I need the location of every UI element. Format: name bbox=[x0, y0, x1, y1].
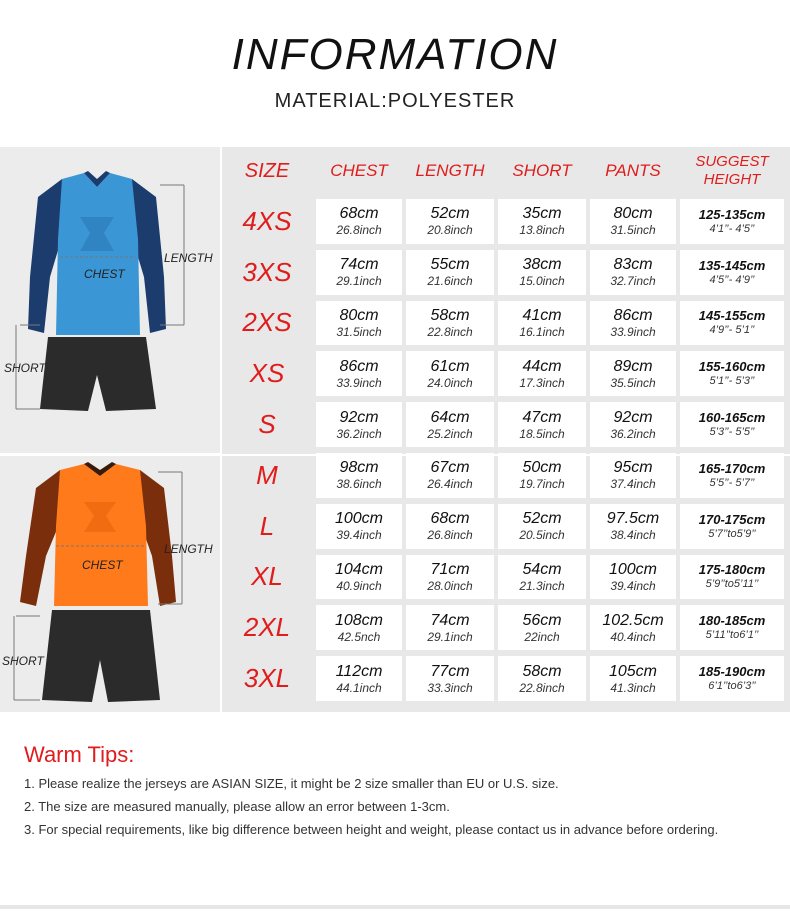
short-cell bbox=[498, 504, 586, 549]
pants-cm: 102.5cm bbox=[602, 611, 664, 629]
chest-label: CHEST bbox=[82, 558, 123, 572]
size-label: L bbox=[259, 510, 275, 541]
height-cell bbox=[680, 402, 784, 447]
size-cell bbox=[222, 656, 312, 701]
pants-inch: 41.3inch bbox=[610, 680, 656, 695]
length-label: LENGTH bbox=[164, 251, 213, 265]
tip-item-2: 2. The size are measured manually, please allow an error between 1-3cm. bbox=[24, 799, 450, 814]
short-cm: 38cm bbox=[522, 256, 562, 274]
size-label: 2XS bbox=[242, 307, 292, 338]
header-length bbox=[406, 147, 494, 195]
height-ft: 5’9’’to5’11’’ bbox=[705, 578, 759, 591]
page-title: INFORMATION bbox=[231, 30, 559, 79]
header-short-label: SHORT bbox=[512, 161, 572, 180]
orange-jersey-illustration bbox=[0, 456, 220, 712]
pants-cell bbox=[590, 250, 676, 295]
pants-inch: 32.7inch bbox=[610, 274, 656, 289]
length-cell bbox=[406, 453, 494, 498]
pants-cell bbox=[590, 301, 676, 346]
length-inch: 26.4inch bbox=[427, 477, 473, 492]
size-cell bbox=[222, 250, 312, 295]
short-cm: 52cm bbox=[522, 510, 562, 528]
chest-cm: 68cm bbox=[339, 205, 379, 223]
length-label: LENGTH bbox=[164, 542, 213, 556]
size-cell bbox=[222, 351, 312, 396]
height-cm: 165-170cm bbox=[698, 460, 766, 476]
height-cell bbox=[680, 199, 784, 244]
length-cm: 67cm bbox=[430, 459, 470, 477]
pants-cm: 105cm bbox=[608, 662, 658, 680]
short-inch: 17.3inch bbox=[519, 375, 565, 390]
length-inch: 20.8inch bbox=[427, 223, 473, 238]
chest-inch: 44.1inch bbox=[336, 680, 382, 695]
height-cell bbox=[680, 656, 784, 701]
chest-cell bbox=[316, 301, 402, 346]
length-cm: 58cm bbox=[430, 306, 470, 324]
pants-inch: 36.2inch bbox=[610, 426, 656, 441]
header-chest bbox=[316, 147, 402, 195]
chest-inch: 33.9inch bbox=[336, 375, 382, 390]
length-inch: 33.3inch bbox=[427, 680, 473, 695]
material-subtitle: MATERIAL:POLYESTER bbox=[274, 90, 516, 112]
chest-inch: 36.2inch bbox=[336, 426, 382, 441]
pants-cm: 89cm bbox=[613, 357, 653, 375]
chest-inch: 38.6inch bbox=[336, 477, 382, 492]
orange-kit-panel bbox=[0, 456, 220, 712]
height-ft: 5’7’’to5’9’’ bbox=[708, 527, 756, 540]
height-ft: 5’11’’to6’1’’ bbox=[705, 629, 759, 642]
short-inch: 21.3inch bbox=[519, 578, 565, 593]
pants-cell bbox=[590, 555, 676, 600]
size-table bbox=[222, 147, 790, 712]
height-cm: 170-175cm bbox=[698, 511, 766, 527]
size-cell bbox=[222, 605, 312, 650]
blue-jersey-illustration bbox=[0, 147, 220, 453]
tip-item-3: 3. For special requirements, like big difference between height and weight, please contact us in advance before ordering. bbox=[24, 822, 719, 837]
length-cell bbox=[406, 301, 494, 346]
length-cell bbox=[406, 504, 494, 549]
pants-inch: 33.9inch bbox=[610, 324, 656, 339]
height-cell bbox=[680, 453, 784, 498]
size-cell bbox=[222, 504, 312, 549]
short-label: SHORT bbox=[4, 361, 46, 375]
size-cell bbox=[222, 402, 312, 447]
pants-inch: 39.4inch bbox=[610, 578, 656, 593]
length-inch: 22.8inch bbox=[427, 324, 473, 339]
tip-item-1: 1. Please realize the jerseys are ASIAN SIZE, it might be 2 size smaller than EU or U.S. size. bbox=[24, 776, 559, 791]
height-cell bbox=[680, 301, 784, 346]
height-ft: 4’5’’- 4’9’’ bbox=[709, 273, 755, 286]
short-cm: 44cm bbox=[522, 357, 562, 375]
pants-inch: 35.5inch bbox=[610, 375, 656, 390]
chest-inch: 26.8inch bbox=[336, 223, 382, 238]
chest-cell bbox=[316, 504, 402, 549]
short-inch: 16.1inch bbox=[519, 324, 565, 339]
length-cm: 61cm bbox=[430, 357, 470, 375]
warm-tips-title: Warm Tips: bbox=[24, 742, 135, 767]
height-cm: 135-145cm bbox=[698, 257, 766, 273]
header-height bbox=[680, 147, 784, 195]
header-size bbox=[222, 147, 312, 195]
chest-cm: 100cm bbox=[334, 510, 384, 528]
size-label: XL bbox=[251, 561, 283, 592]
pants-cm: 83cm bbox=[613, 256, 653, 274]
header-height-line1: SUGGEST bbox=[695, 153, 769, 170]
chest-cell bbox=[316, 199, 402, 244]
height-cm: 175-180cm bbox=[698, 562, 766, 578]
short-inch: 22.8inch bbox=[519, 680, 565, 695]
chest-cell bbox=[316, 555, 402, 600]
chest-label: CHEST bbox=[84, 267, 125, 281]
header-pants-label: PANTS bbox=[605, 161, 661, 180]
chest-cell bbox=[316, 402, 402, 447]
height-ft: 5’1’’- 5’3’’ bbox=[709, 375, 755, 388]
short-cell bbox=[498, 199, 586, 244]
chest-cm: 104cm bbox=[334, 560, 384, 578]
chest-inch: 29.1inch bbox=[336, 274, 382, 289]
header-pants bbox=[590, 147, 676, 195]
length-cm: 68cm bbox=[430, 510, 470, 528]
table-separator bbox=[222, 454, 790, 456]
height-ft: 4’1’’- 4’5’’ bbox=[709, 222, 755, 235]
length-inch: 28.0inch bbox=[427, 578, 473, 593]
short-cell bbox=[498, 351, 586, 396]
pants-inch: 38.4inch bbox=[610, 528, 656, 543]
chest-inch: 39.4inch bbox=[336, 528, 382, 543]
length-cm: 74cm bbox=[430, 611, 470, 629]
pants-cm: 95cm bbox=[613, 459, 653, 477]
pants-inch: 31.5inch bbox=[610, 223, 656, 238]
bottom-divider bbox=[0, 905, 790, 909]
size-label: 3XL bbox=[243, 663, 291, 694]
short-cm: 35cm bbox=[522, 205, 562, 223]
chest-cm: 108cm bbox=[334, 611, 384, 629]
height-cell bbox=[680, 504, 784, 549]
length-cell bbox=[406, 351, 494, 396]
short-cm: 47cm bbox=[522, 408, 562, 426]
height-cm: 155-160cm bbox=[698, 359, 766, 375]
pants-cm: 86cm bbox=[613, 306, 653, 324]
short-cell bbox=[498, 301, 586, 346]
height-cm: 185-190cm bbox=[698, 664, 766, 680]
chest-cell bbox=[316, 656, 402, 701]
size-cell bbox=[222, 453, 312, 498]
height-ft: 4’9’’- 5’1’’ bbox=[709, 324, 755, 337]
length-cm: 55cm bbox=[430, 256, 470, 274]
short-cm: 41cm bbox=[522, 306, 562, 324]
length-inch: 29.1inch bbox=[427, 629, 473, 644]
blue-kit-panel bbox=[0, 147, 220, 453]
size-cell bbox=[222, 301, 312, 346]
header-chest-label: CHEST bbox=[330, 161, 388, 180]
short-cell bbox=[498, 402, 586, 447]
length-cm: 71cm bbox=[430, 560, 470, 578]
length-cell bbox=[406, 199, 494, 244]
length-inch: 26.8inch bbox=[427, 528, 473, 543]
pants-cm: 100cm bbox=[608, 560, 658, 578]
length-cm: 52cm bbox=[430, 205, 470, 223]
chest-cm: 112cm bbox=[335, 662, 383, 680]
chest-cm: 98cm bbox=[339, 459, 379, 477]
pants-cell bbox=[590, 402, 676, 447]
header-size-label: SIZE bbox=[244, 160, 290, 182]
short-label: SHORT bbox=[2, 654, 44, 668]
chest-cell bbox=[316, 351, 402, 396]
header-height-line2: HEIGHT bbox=[703, 171, 761, 188]
short-cell bbox=[498, 250, 586, 295]
short-cm: 54cm bbox=[522, 560, 562, 578]
header-length-label: LENGTH bbox=[415, 161, 485, 180]
short-inch: 19.7inch bbox=[519, 477, 565, 492]
pants-cm: 92cm bbox=[613, 408, 653, 426]
pants-inch: 37.4inch bbox=[610, 477, 656, 492]
chest-cell bbox=[316, 453, 402, 498]
length-cell bbox=[406, 250, 494, 295]
length-cm: 77cm bbox=[430, 662, 470, 680]
chest-inch: 31.5inch bbox=[336, 324, 382, 339]
chest-cell bbox=[316, 250, 402, 295]
short-cm: 58cm bbox=[522, 662, 562, 680]
short-cell bbox=[498, 453, 586, 498]
pants-inch: 40.4inch bbox=[610, 629, 656, 644]
short-cm: 56cm bbox=[522, 611, 562, 629]
short-cm: 50cm bbox=[522, 459, 562, 477]
length-inch: 24.0inch bbox=[427, 375, 473, 390]
size-label: XS bbox=[249, 358, 285, 389]
short-inch: 13.8inch bbox=[519, 223, 565, 238]
length-cell bbox=[406, 555, 494, 600]
chest-cm: 74cm bbox=[339, 256, 379, 274]
pants-cell bbox=[590, 351, 676, 396]
height-cm: 180-185cm bbox=[698, 613, 766, 629]
pants-cell bbox=[590, 605, 676, 650]
chest-cell bbox=[316, 605, 402, 650]
chest-cm: 92cm bbox=[339, 408, 379, 426]
size-label: 3XS bbox=[242, 256, 292, 287]
size-cell bbox=[222, 555, 312, 600]
chest-cm: 80cm bbox=[339, 306, 379, 324]
short-inch: 20.5inch bbox=[519, 528, 565, 543]
pants-cm: 97.5cm bbox=[606, 510, 660, 528]
short-cell bbox=[498, 656, 586, 701]
short-cell bbox=[498, 555, 586, 600]
pants-cell bbox=[590, 453, 676, 498]
pants-cell bbox=[590, 504, 676, 549]
height-cell bbox=[680, 351, 784, 396]
length-cell bbox=[406, 605, 494, 650]
size-label: 4XS bbox=[242, 205, 292, 236]
header-short bbox=[498, 147, 586, 195]
short-inch: 18.5inch bbox=[519, 426, 565, 441]
pants-cell bbox=[590, 656, 676, 701]
length-cm: 64cm bbox=[430, 408, 470, 426]
length-inch: 21.6inch bbox=[427, 274, 473, 289]
chest-cm: 86cm bbox=[339, 357, 379, 375]
height-cell bbox=[680, 250, 784, 295]
height-cm: 145-155cm bbox=[698, 308, 766, 324]
size-label: 2XL bbox=[243, 612, 291, 643]
height-cell bbox=[680, 555, 784, 600]
height-ft: 5’5’’- 5’7’’ bbox=[709, 476, 755, 489]
short-inch: 22inch bbox=[524, 629, 560, 644]
size-label: M bbox=[256, 459, 278, 490]
length-cell bbox=[406, 402, 494, 447]
chest-inch: 40.9inch bbox=[336, 578, 382, 593]
chest-inch: 42.5nch bbox=[337, 629, 381, 644]
height-ft: 6’1’’to6’3’’ bbox=[708, 680, 756, 693]
height-cell bbox=[680, 605, 784, 650]
short-inch: 15.0inch bbox=[519, 274, 565, 289]
height-ft: 5’3’’- 5’5’’ bbox=[709, 426, 755, 439]
height-cm: 160-165cm bbox=[698, 410, 766, 426]
height-cm: 125-135cm bbox=[698, 206, 766, 222]
short-cell bbox=[498, 605, 586, 650]
length-inch: 25.2inch bbox=[427, 426, 473, 441]
pants-cell bbox=[590, 199, 676, 244]
length-cell bbox=[406, 656, 494, 701]
pants-cm: 80cm bbox=[613, 205, 653, 223]
size-cell bbox=[222, 199, 312, 244]
size-label: S bbox=[258, 409, 276, 440]
